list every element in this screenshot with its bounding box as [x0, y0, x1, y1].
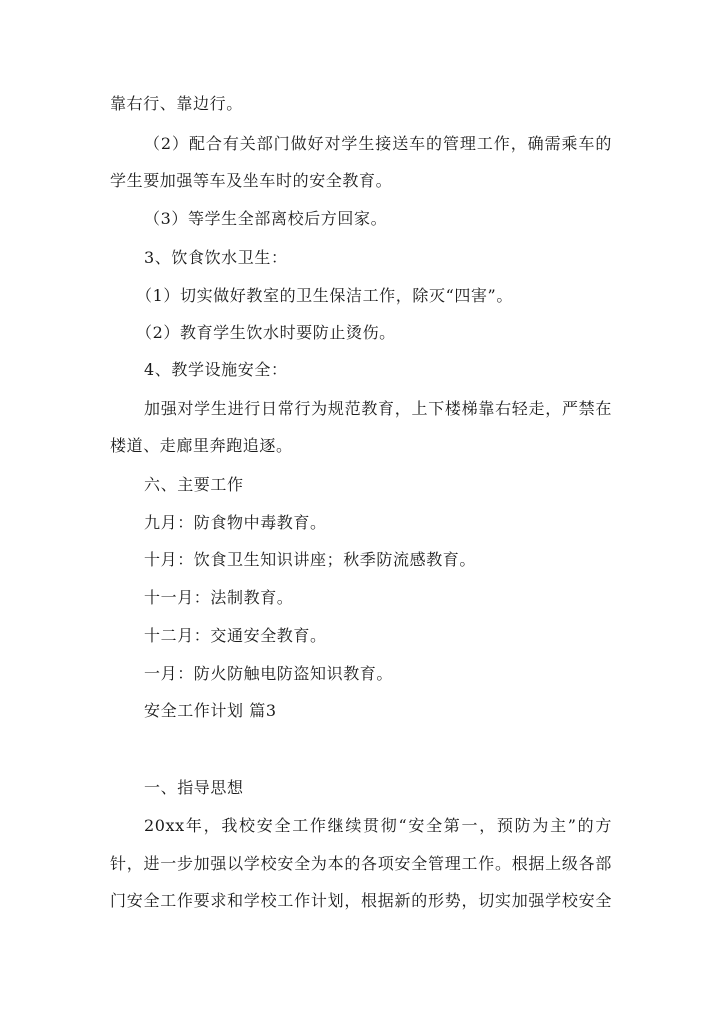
- section-heading: 3、饮食饮水卫生：: [144, 248, 288, 267]
- list-item: 一月：防火防触电防盗知识教育。: [144, 664, 394, 683]
- text-line: 加强对学生进行日常行为规范教育，上下楼梯靠右轻走，严禁在: [144, 399, 612, 418]
- list-item: 十二月：交通安全教育。: [144, 626, 327, 645]
- text-line: 学生要加强等车及坐车时的安全教育。: [110, 171, 393, 190]
- text-line: （2）教育学生饮水时要防止烫伤。: [136, 323, 396, 342]
- section-heading: 4、教学设施安全：: [144, 360, 288, 379]
- list-item: 十一月：法制教育。: [144, 588, 294, 607]
- text-line: 针，进一步加强以学校安全为本的各项安全管理工作。根据上级各部: [110, 854, 612, 873]
- text-line: 门安全工作要求和学校工作计划，根据新的形势，切实加强学校安全: [110, 891, 612, 910]
- text-line: 20xx年，我校安全工作继续贯彻“安全第一，预防为主”的方: [144, 816, 612, 835]
- text-line: 楼道、走廊里奔跑追逐。: [110, 436, 293, 455]
- section-heading: 一、指导思想: [144, 778, 244, 797]
- text-line: （1）切实做好教室的卫生保洁工作，除灭“四害”。: [136, 286, 513, 305]
- list-item: 十月：饮食卫生知识讲座；秋季防流感教育。: [144, 550, 477, 569]
- text-line: （2）配合有关部门做好对学生接送车的管理工作，确需乘车的: [144, 134, 612, 153]
- text-line: （3）等学生全部离校后方回家。: [144, 209, 388, 228]
- section-heading: 六、主要工作: [144, 475, 244, 494]
- text-line: 靠右行、靠边行。: [110, 94, 243, 113]
- list-item: 九月：防食物中毒教育。: [144, 513, 327, 532]
- article-title: 安全工作计划 篇3: [144, 701, 277, 720]
